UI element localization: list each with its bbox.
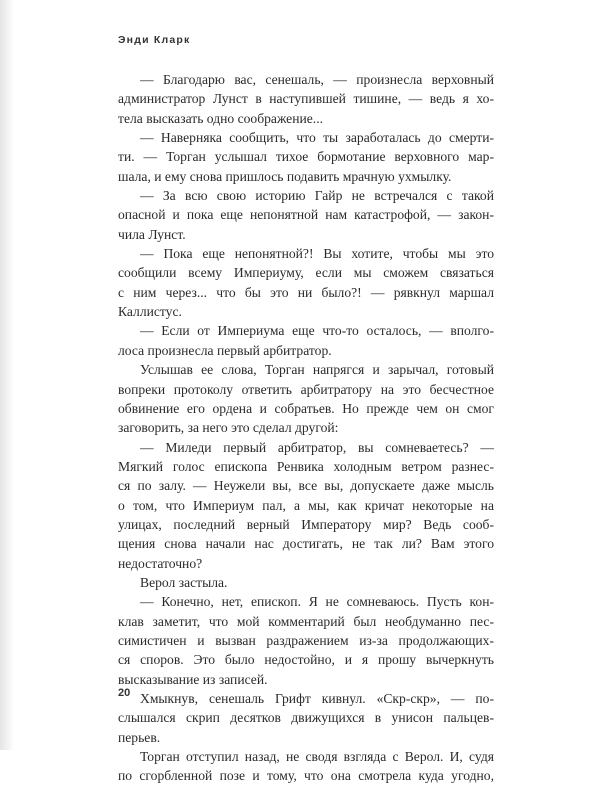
text-line: щения снова начали нас достигать, не так ли? Вам этого — [118, 536, 494, 552]
page-gutter-shadow — [0, 0, 14, 750]
text-line: Мягкий голос епископа Ренвика холодным ветром разнес- — [118, 458, 494, 474]
text-line: опасной и пока еще непонятной нам катастрофой, — закон- — [118, 207, 494, 223]
text-line: заговорить, за него это сделал другой: — [118, 420, 339, 436]
text-line: слышался скрип десятков движущихся в унисон пальцев- — [118, 710, 494, 726]
text-line: клав заметит, что мой комментарий был необдуманно пес- — [118, 613, 494, 629]
text-line: с ним через... что бы это ни было?! — рявкнул маршал — [118, 284, 494, 300]
page-number: 20 — [118, 687, 131, 699]
text-line: симистичен и вызван раздражением из-за продолжающих- — [118, 632, 494, 648]
text-line: — Конечно, нет, епископ. Я не сомневаюсь. Пусть кон- — [140, 594, 494, 610]
text-line: — Миледи первый арбитратор, вы сомневаетесь? — — [140, 439, 494, 455]
text-line: улицах, последний верный Императору мир? Ведь сооб- — [118, 516, 494, 532]
text-line: сообщили всему Империуму, если мы сможем связаться — [118, 265, 494, 281]
text-line: Торган отступил назад, не сводя взгляда с Верол. И, судя — [140, 749, 494, 765]
text-line: Хмыкнув, сенешаль Грифт кивнул. «Скр-скр», — по- — [140, 691, 494, 706]
text-line: тела высказать одно соображение... — [118, 110, 323, 126]
text-line: высказывание из записей. — [118, 671, 268, 687]
text-line: перьев. — [118, 729, 161, 745]
text-line: администратор Лунст в наступившей тишине, — ведь я хо- — [118, 91, 494, 107]
text-line: недостаточно? — [118, 555, 203, 571]
text-line: по сгорбленной позе и тому, что она смотрела куда угодно, — [118, 768, 494, 784]
text-line: шала, и ему снова пришлось подавить мрачную ухмылку. — [118, 168, 452, 184]
text-line: чила Лунст. — [118, 226, 186, 242]
text-line: лоса произнесла первый арбитратор. — [118, 342, 332, 358]
text-line: вопреки протоколу ответить арбитратору на это бесчестное — [118, 381, 494, 397]
text-line: ти. — Торган услышал тихое бормотание верховного мар- — [118, 149, 494, 165]
text-line: Каллистус. — [118, 304, 182, 320]
text-line: обвинение его ордена и собратьев. Но прежде чем он смог — [118, 400, 494, 416]
text-line: — Благодарю вас, сенешаль, — произнесла верховный — [140, 72, 494, 87]
text-line: Верол застыла. — [140, 574, 228, 590]
text-line: — За всю свою историю Гайр не встречался с такой — [140, 188, 494, 204]
running-header-author: Энди Кларк — [118, 34, 191, 46]
text-line: — Пока еще непонятной?! Вы хотите, чтобы мы это — [140, 246, 494, 262]
text-line: — Наверняка сообщить, что ты заработалась до смерти- — [140, 130, 494, 146]
text-line: ся по залу. — Неужели вы, все вы, допускаете даже мысль — [118, 478, 494, 494]
text-line: о том, что Империум пал, а мы, как кричат некоторые на — [118, 497, 494, 513]
text-line: ся споров. Это было недостойно, и я прошу вычеркнуть — [118, 652, 494, 668]
text-line: Услышав ее слова, Торган напрягся и зарычал, готовый — [140, 362, 494, 378]
text-line: — Если от Империума еще что-то осталось, — вполго- — [140, 323, 494, 339]
body-text — [118, 70, 494, 786]
